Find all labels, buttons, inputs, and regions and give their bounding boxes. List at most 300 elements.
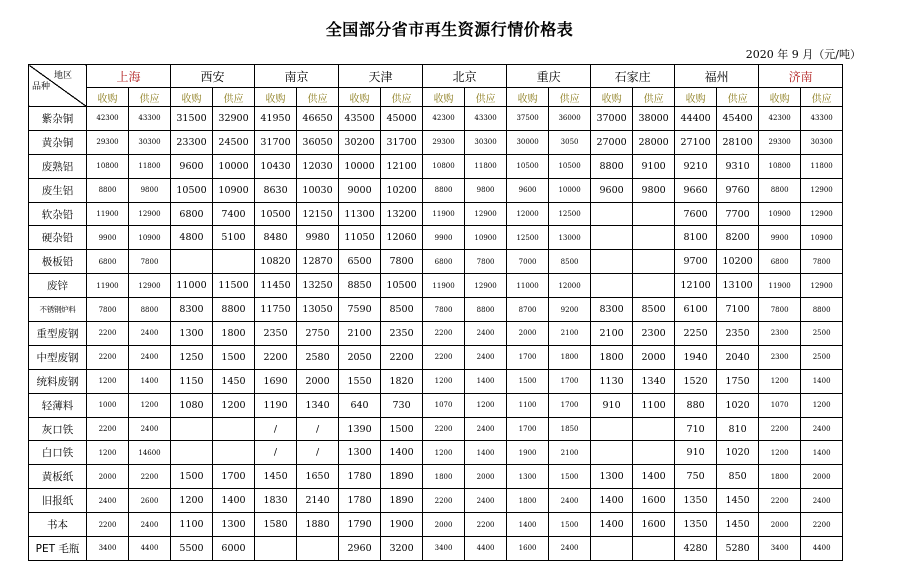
buy-price-cell: 1300 (171, 322, 213, 346)
date-unit-label: 2020 年 9 月（元/吨） (745, 48, 861, 61)
sell-price-cell: 9800 (633, 178, 675, 202)
sell-price-cell: 1300 (213, 513, 255, 537)
sell-price-cell: 10500 (381, 274, 423, 298)
sell-price-cell: 1400 (129, 369, 171, 393)
buy-price-cell: 2100 (591, 322, 633, 346)
table-row (29, 298, 843, 322)
sell-price-cell: 9980 (297, 226, 339, 250)
sell-price-cell: 2100 (549, 441, 591, 465)
sell-price-cell: 1700 (213, 465, 255, 489)
sell-price-cell: 9100 (633, 154, 675, 178)
buy-header: 收购 (171, 88, 213, 107)
buy-price-cell: 11750 (255, 298, 297, 322)
sell-price-cell: 1880 (297, 513, 339, 537)
city-header: 南京 (255, 65, 339, 88)
buy-price-cell: 2200 (759, 489, 801, 513)
buy-price-cell: 1200 (423, 369, 465, 393)
sell-price-cell: 1200 (129, 393, 171, 417)
buy-price-cell: 1190 (255, 393, 297, 417)
sell-price-cell: 11800 (129, 154, 171, 178)
buy-header: 收购 (759, 88, 801, 107)
sell-price-cell: 12900 (465, 274, 507, 298)
sell-price-cell: 2750 (297, 322, 339, 346)
city-header-row (29, 65, 843, 88)
buy-price-cell: 640 (339, 393, 381, 417)
buy-price-cell: 5500 (171, 537, 213, 561)
sell-price-cell: 9800 (465, 178, 507, 202)
buy-price-cell: 44400 (675, 107, 717, 131)
buy-price-cell: 1000 (87, 393, 129, 417)
sell-price-cell: 38000 (633, 107, 675, 131)
sell-price-cell (633, 226, 675, 250)
buy-price-cell: 10500 (507, 154, 549, 178)
sell-price-cell: 2400 (801, 489, 843, 513)
buy-price-cell (171, 417, 213, 441)
city-header: 上海 (87, 65, 171, 88)
buy-price-cell: 12100 (675, 274, 717, 298)
item-name-cell: 书本 (29, 513, 87, 537)
table-row (29, 417, 843, 441)
item-name-cell: 紫杂铜 (29, 107, 87, 131)
buy-price-cell (171, 250, 213, 274)
sell-price-cell: 9800 (129, 178, 171, 202)
buy-price-cell: 7800 (423, 298, 465, 322)
sell-price-cell: 45400 (717, 107, 759, 131)
buy-price-cell: 9600 (171, 154, 213, 178)
buy-price-cell: 3400 (759, 537, 801, 561)
sell-price-cell: 1800 (213, 322, 255, 346)
sell-price-cell: 2400 (465, 417, 507, 441)
sell-price-cell: 1400 (465, 441, 507, 465)
sell-header: 供应 (465, 88, 507, 107)
sell-price-cell: 1400 (213, 489, 255, 513)
page-title: 全国部分省市再生资源行情价格表 (325, 20, 574, 39)
item-name-cell: 旧报纸 (29, 489, 87, 513)
sell-price-cell: 12150 (297, 202, 339, 226)
buy-price-cell: 2200 (87, 345, 129, 369)
table-row (29, 274, 843, 298)
item-name-cell: 统料废钢 (29, 369, 87, 393)
sell-price-cell: 11800 (801, 154, 843, 178)
sell-price-cell: 1200 (465, 393, 507, 417)
buy-price-cell: 1100 (507, 393, 549, 417)
sell-price-cell: / (297, 417, 339, 441)
buy-price-cell: 12000 (507, 202, 549, 226)
sell-price-cell: 8800 (213, 298, 255, 322)
sell-price-cell (633, 202, 675, 226)
buy-price-cell: 1830 (255, 489, 297, 513)
buy-price-cell (591, 417, 633, 441)
buy-price-cell: 4280 (675, 537, 717, 561)
buy-price-cell: 30000 (507, 130, 549, 154)
buy-price-cell: 10000 (339, 154, 381, 178)
buy-price-cell: 23300 (171, 130, 213, 154)
buy-price-cell: 9600 (591, 178, 633, 202)
sell-price-cell: 12870 (297, 250, 339, 274)
buy-price-cell: 29300 (87, 130, 129, 154)
buy-header: 收购 (423, 88, 465, 107)
sell-price-cell: 10000 (213, 154, 255, 178)
item-name-cell: 黄杂铜 (29, 130, 87, 154)
sell-header: 供应 (801, 88, 843, 107)
sell-header: 供应 (297, 88, 339, 107)
sell-price-cell (633, 441, 675, 465)
table-row (29, 130, 843, 154)
sell-price-cell: 7800 (381, 250, 423, 274)
table-row (29, 178, 843, 202)
buy-price-cell (591, 274, 633, 298)
sell-price-cell: 2000 (801, 465, 843, 489)
buy-price-cell: 2200 (423, 345, 465, 369)
buy-price-cell: 31700 (255, 130, 297, 154)
sell-price-cell: 13100 (717, 274, 759, 298)
buy-price-cell: 11300 (339, 202, 381, 226)
buy-price-cell: 37000 (591, 107, 633, 131)
city-header: 北京 (423, 65, 507, 88)
sell-price-cell: 1340 (633, 369, 675, 393)
region-header-label: 地区 (53, 71, 72, 81)
buy-price-cell: 11050 (339, 226, 381, 250)
buy-header: 收购 (675, 88, 717, 107)
buy-price-cell: 10800 (759, 154, 801, 178)
sell-price-cell: 2400 (129, 417, 171, 441)
buy-price-cell: 1550 (339, 369, 381, 393)
buy-price-cell: 2000 (87, 465, 129, 489)
table-row (29, 393, 843, 417)
sell-price-cell: 1800 (549, 345, 591, 369)
sub-header-row (29, 88, 843, 107)
sell-price-cell: 7700 (717, 202, 759, 226)
buy-header: 收购 (591, 88, 633, 107)
sell-price-cell: 8500 (633, 298, 675, 322)
buy-price-cell: 1350 (675, 513, 717, 537)
buy-price-cell: 31500 (171, 107, 213, 131)
buy-price-cell: 1250 (171, 345, 213, 369)
buy-price-cell: 3400 (87, 537, 129, 561)
buy-price-cell: 2100 (339, 322, 381, 346)
sell-price-cell: 3050 (549, 130, 591, 154)
buy-price-cell: 1300 (507, 465, 549, 489)
sell-price-cell: 4400 (465, 537, 507, 561)
buy-price-cell: 10500 (171, 178, 213, 202)
sell-price-cell: 13050 (297, 298, 339, 322)
buy-price-cell (591, 250, 633, 274)
buy-price-cell: 43500 (339, 107, 381, 131)
buy-price-cell (591, 441, 633, 465)
buy-price-cell: 1130 (591, 369, 633, 393)
buy-price-cell: 7800 (759, 298, 801, 322)
buy-price-cell: 9900 (87, 226, 129, 250)
sell-price-cell: 8500 (381, 298, 423, 322)
sell-price-cell: 1890 (381, 465, 423, 489)
buy-price-cell: / (255, 417, 297, 441)
buy-price-cell: 1800 (507, 489, 549, 513)
sell-price-cell: 12030 (297, 154, 339, 178)
sell-price-cell: 2400 (465, 345, 507, 369)
price-table (28, 64, 843, 561)
buy-price-cell: 880 (675, 393, 717, 417)
item-name-cell: 重型废钢 (29, 322, 87, 346)
sell-price-cell: 12900 (129, 202, 171, 226)
sell-price-cell: 2000 (465, 465, 507, 489)
sell-price-cell: 7800 (465, 250, 507, 274)
buy-price-cell: 11900 (423, 202, 465, 226)
buy-price-cell: 11900 (87, 274, 129, 298)
buy-price-cell: 6800 (87, 250, 129, 274)
sell-price-cell: 2400 (801, 417, 843, 441)
sell-price-cell: 2350 (381, 322, 423, 346)
buy-price-cell: 10820 (255, 250, 297, 274)
sell-price-cell: 10200 (717, 250, 759, 274)
buy-price-cell: 1500 (171, 465, 213, 489)
buy-price-cell: 1070 (423, 393, 465, 417)
item-name-cell: PET 毛瓶 (29, 537, 87, 561)
buy-price-cell: 2200 (87, 417, 129, 441)
buy-price-cell: 37500 (507, 107, 549, 131)
sell-price-cell (213, 250, 255, 274)
buy-price-cell: 1390 (339, 417, 381, 441)
buy-price-cell: 1800 (423, 465, 465, 489)
buy-price-cell: 2400 (87, 489, 129, 513)
sell-header: 供应 (633, 88, 675, 107)
sell-price-cell: 1400 (801, 441, 843, 465)
sell-price-cell: 36050 (297, 130, 339, 154)
sell-price-cell: 13250 (297, 274, 339, 298)
buy-price-cell: 1300 (591, 465, 633, 489)
sell-price-cell: 12000 (549, 274, 591, 298)
sell-price-cell: 43300 (801, 107, 843, 131)
buy-price-cell: 1150 (171, 369, 213, 393)
sell-price-cell: 2600 (129, 489, 171, 513)
buy-price-cell: 8700 (507, 298, 549, 322)
sell-price-cell: 1850 (549, 417, 591, 441)
sell-price-cell: 1600 (633, 513, 675, 537)
buy-price-cell: 1070 (759, 393, 801, 417)
buy-price-cell: 9700 (675, 250, 717, 274)
sell-price-cell: 2400 (465, 322, 507, 346)
sell-price-cell: 10500 (549, 154, 591, 178)
sell-price-cell: 45000 (381, 107, 423, 131)
sell-price-cell: 1750 (717, 369, 759, 393)
buy-price-cell: 1350 (675, 489, 717, 513)
sell-price-cell: 7400 (213, 202, 255, 226)
buy-price-cell: 29300 (759, 130, 801, 154)
sell-price-cell: 30300 (129, 130, 171, 154)
sell-price-cell: 11500 (213, 274, 255, 298)
buy-price-cell: 12500 (507, 226, 549, 250)
sell-price-cell: 1200 (213, 393, 255, 417)
buy-price-cell: 11000 (507, 274, 549, 298)
sell-price-cell: 36000 (549, 107, 591, 131)
sell-header: 供应 (549, 88, 591, 107)
buy-price-cell: 710 (675, 417, 717, 441)
sell-header: 供应 (381, 88, 423, 107)
item-name-cell: 中型废钢 (29, 345, 87, 369)
buy-price-cell: 9210 (675, 154, 717, 178)
sell-price-cell: 1500 (549, 513, 591, 537)
buy-price-cell: 1450 (255, 465, 297, 489)
buy-price-cell: 7800 (87, 298, 129, 322)
buy-price-cell: 8800 (423, 178, 465, 202)
buy-price-cell: 1520 (675, 369, 717, 393)
sell-price-cell: 2200 (465, 513, 507, 537)
buy-price-cell: 2000 (423, 513, 465, 537)
buy-price-cell: 11900 (87, 202, 129, 226)
buy-price-cell (255, 537, 297, 561)
buy-price-cell: 9600 (507, 178, 549, 202)
sell-price-cell: 12900 (801, 178, 843, 202)
buy-price-cell: 10900 (759, 202, 801, 226)
buy-price-cell: 6100 (675, 298, 717, 322)
sell-price-cell: 1450 (717, 513, 759, 537)
sell-price-cell: 31700 (381, 130, 423, 154)
sell-price-cell: 43300 (129, 107, 171, 131)
buy-price-cell: 1700 (507, 417, 549, 441)
buy-price-cell: 8850 (339, 274, 381, 298)
buy-price-cell: 1200 (87, 441, 129, 465)
table-row (29, 250, 843, 274)
sell-price-cell: 10200 (381, 178, 423, 202)
buy-price-cell: 11900 (759, 274, 801, 298)
sell-price-cell: 2400 (549, 489, 591, 513)
item-name-cell: 废生铝 (29, 178, 87, 202)
sell-price-cell: 30300 (801, 130, 843, 154)
city-header: 重庆 (507, 65, 591, 88)
buy-header: 收购 (507, 88, 549, 107)
buy-price-cell: 750 (675, 465, 717, 489)
table-row (29, 202, 843, 226)
sell-price-cell: 7100 (717, 298, 759, 322)
sell-price-cell: 850 (717, 465, 759, 489)
item-name-cell: 极板铅 (29, 250, 87, 274)
corner-header-cell (29, 65, 87, 107)
buy-price-cell: 1200 (87, 369, 129, 393)
buy-price-cell: 30200 (339, 130, 381, 154)
buy-price-cell: 1200 (759, 369, 801, 393)
sell-price-cell: 1700 (549, 369, 591, 393)
sell-price-cell: 7800 (801, 250, 843, 274)
buy-header: 收购 (87, 88, 129, 107)
buy-price-cell: 2300 (759, 322, 801, 346)
buy-price-cell: 9660 (675, 178, 717, 202)
buy-price-cell: 2200 (87, 322, 129, 346)
buy-header: 收购 (339, 88, 381, 107)
sell-price-cell: 46650 (297, 107, 339, 131)
buy-price-cell: 8300 (171, 298, 213, 322)
buy-price-cell: 1780 (339, 465, 381, 489)
buy-price-cell: 2200 (423, 322, 465, 346)
sell-price-cell: 5100 (213, 226, 255, 250)
sell-price-cell: 1600 (633, 489, 675, 513)
buy-price-cell (591, 226, 633, 250)
sell-price-cell: 9760 (717, 178, 759, 202)
sell-price-cell: 1700 (549, 393, 591, 417)
buy-price-cell: 7590 (339, 298, 381, 322)
sell-price-cell: 24500 (213, 130, 255, 154)
table-row (29, 107, 843, 131)
buy-price-cell: 2350 (255, 322, 297, 346)
buy-header: 收购 (255, 88, 297, 107)
sell-price-cell: 1900 (381, 513, 423, 537)
sell-price-cell: 1020 (717, 393, 759, 417)
buy-price-cell: 2200 (423, 417, 465, 441)
table-row (29, 489, 843, 513)
city-header: 福州 (675, 65, 759, 88)
buy-price-cell: 10800 (87, 154, 129, 178)
sell-price-cell: 2200 (129, 465, 171, 489)
buy-price-cell: 8800 (87, 178, 129, 202)
table-row (29, 537, 843, 561)
city-header: 天津 (339, 65, 423, 88)
item-name-cell: 不锈钢炉料 (29, 298, 87, 322)
buy-price-cell: 9900 (423, 226, 465, 250)
sell-price-cell: 2200 (801, 513, 843, 537)
buy-price-cell: 2960 (339, 537, 381, 561)
buy-price-cell: 9900 (759, 226, 801, 250)
sell-price-cell: 4400 (129, 537, 171, 561)
sell-price-cell: 2400 (129, 345, 171, 369)
buy-price-cell: 1940 (675, 345, 717, 369)
item-header-label: 品种 (32, 82, 51, 92)
city-header: 石家庄 (591, 65, 675, 88)
item-name-cell: 轻薄料 (29, 393, 87, 417)
sell-price-cell: 1650 (297, 465, 339, 489)
buy-price-cell: 1100 (171, 513, 213, 537)
sell-price-cell: 2000 (633, 345, 675, 369)
sell-price-cell: 2500 (801, 345, 843, 369)
buy-price-cell: 10800 (423, 154, 465, 178)
buy-price-cell: 2200 (423, 489, 465, 513)
table-row (29, 345, 843, 369)
buy-price-cell: 6800 (423, 250, 465, 274)
sell-price-cell: 7800 (129, 250, 171, 274)
buy-price-cell: 2000 (507, 322, 549, 346)
buy-price-cell: 8630 (255, 178, 297, 202)
sell-price-cell: 10900 (801, 226, 843, 250)
sell-header: 供应 (213, 88, 255, 107)
sell-price-cell (633, 537, 675, 561)
item-name-cell: 软杂铅 (29, 202, 87, 226)
buy-price-cell: 8300 (591, 298, 633, 322)
sell-price-cell: 10900 (213, 178, 255, 202)
sell-price-cell: 12900 (465, 202, 507, 226)
sell-price-cell: 9200 (549, 298, 591, 322)
buy-price-cell: 42300 (423, 107, 465, 131)
buy-price-cell: 1780 (339, 489, 381, 513)
buy-price-cell: 8800 (759, 178, 801, 202)
sell-price-cell: 1500 (213, 345, 255, 369)
sell-price-cell: 14600 (129, 441, 171, 465)
sell-price-cell: 2040 (717, 345, 759, 369)
buy-price-cell: 29300 (423, 130, 465, 154)
sell-price-cell (633, 417, 675, 441)
sell-price-cell: 1400 (381, 441, 423, 465)
buy-price-cell: 1080 (171, 393, 213, 417)
buy-price-cell: 1500 (507, 369, 549, 393)
sell-price-cell: 2400 (549, 537, 591, 561)
buy-price-cell (591, 537, 633, 561)
sell-price-cell: 2400 (129, 322, 171, 346)
buy-price-cell: 2200 (255, 345, 297, 369)
sell-price-cell (633, 274, 675, 298)
sell-price-cell: 10900 (129, 226, 171, 250)
sell-price-cell: 2580 (297, 345, 339, 369)
buy-price-cell: 42300 (87, 107, 129, 131)
sell-price-cell (213, 441, 255, 465)
item-name-cell: 灰口铁 (29, 417, 87, 441)
sell-price-cell: 8800 (801, 298, 843, 322)
sell-price-cell: 10000 (549, 178, 591, 202)
